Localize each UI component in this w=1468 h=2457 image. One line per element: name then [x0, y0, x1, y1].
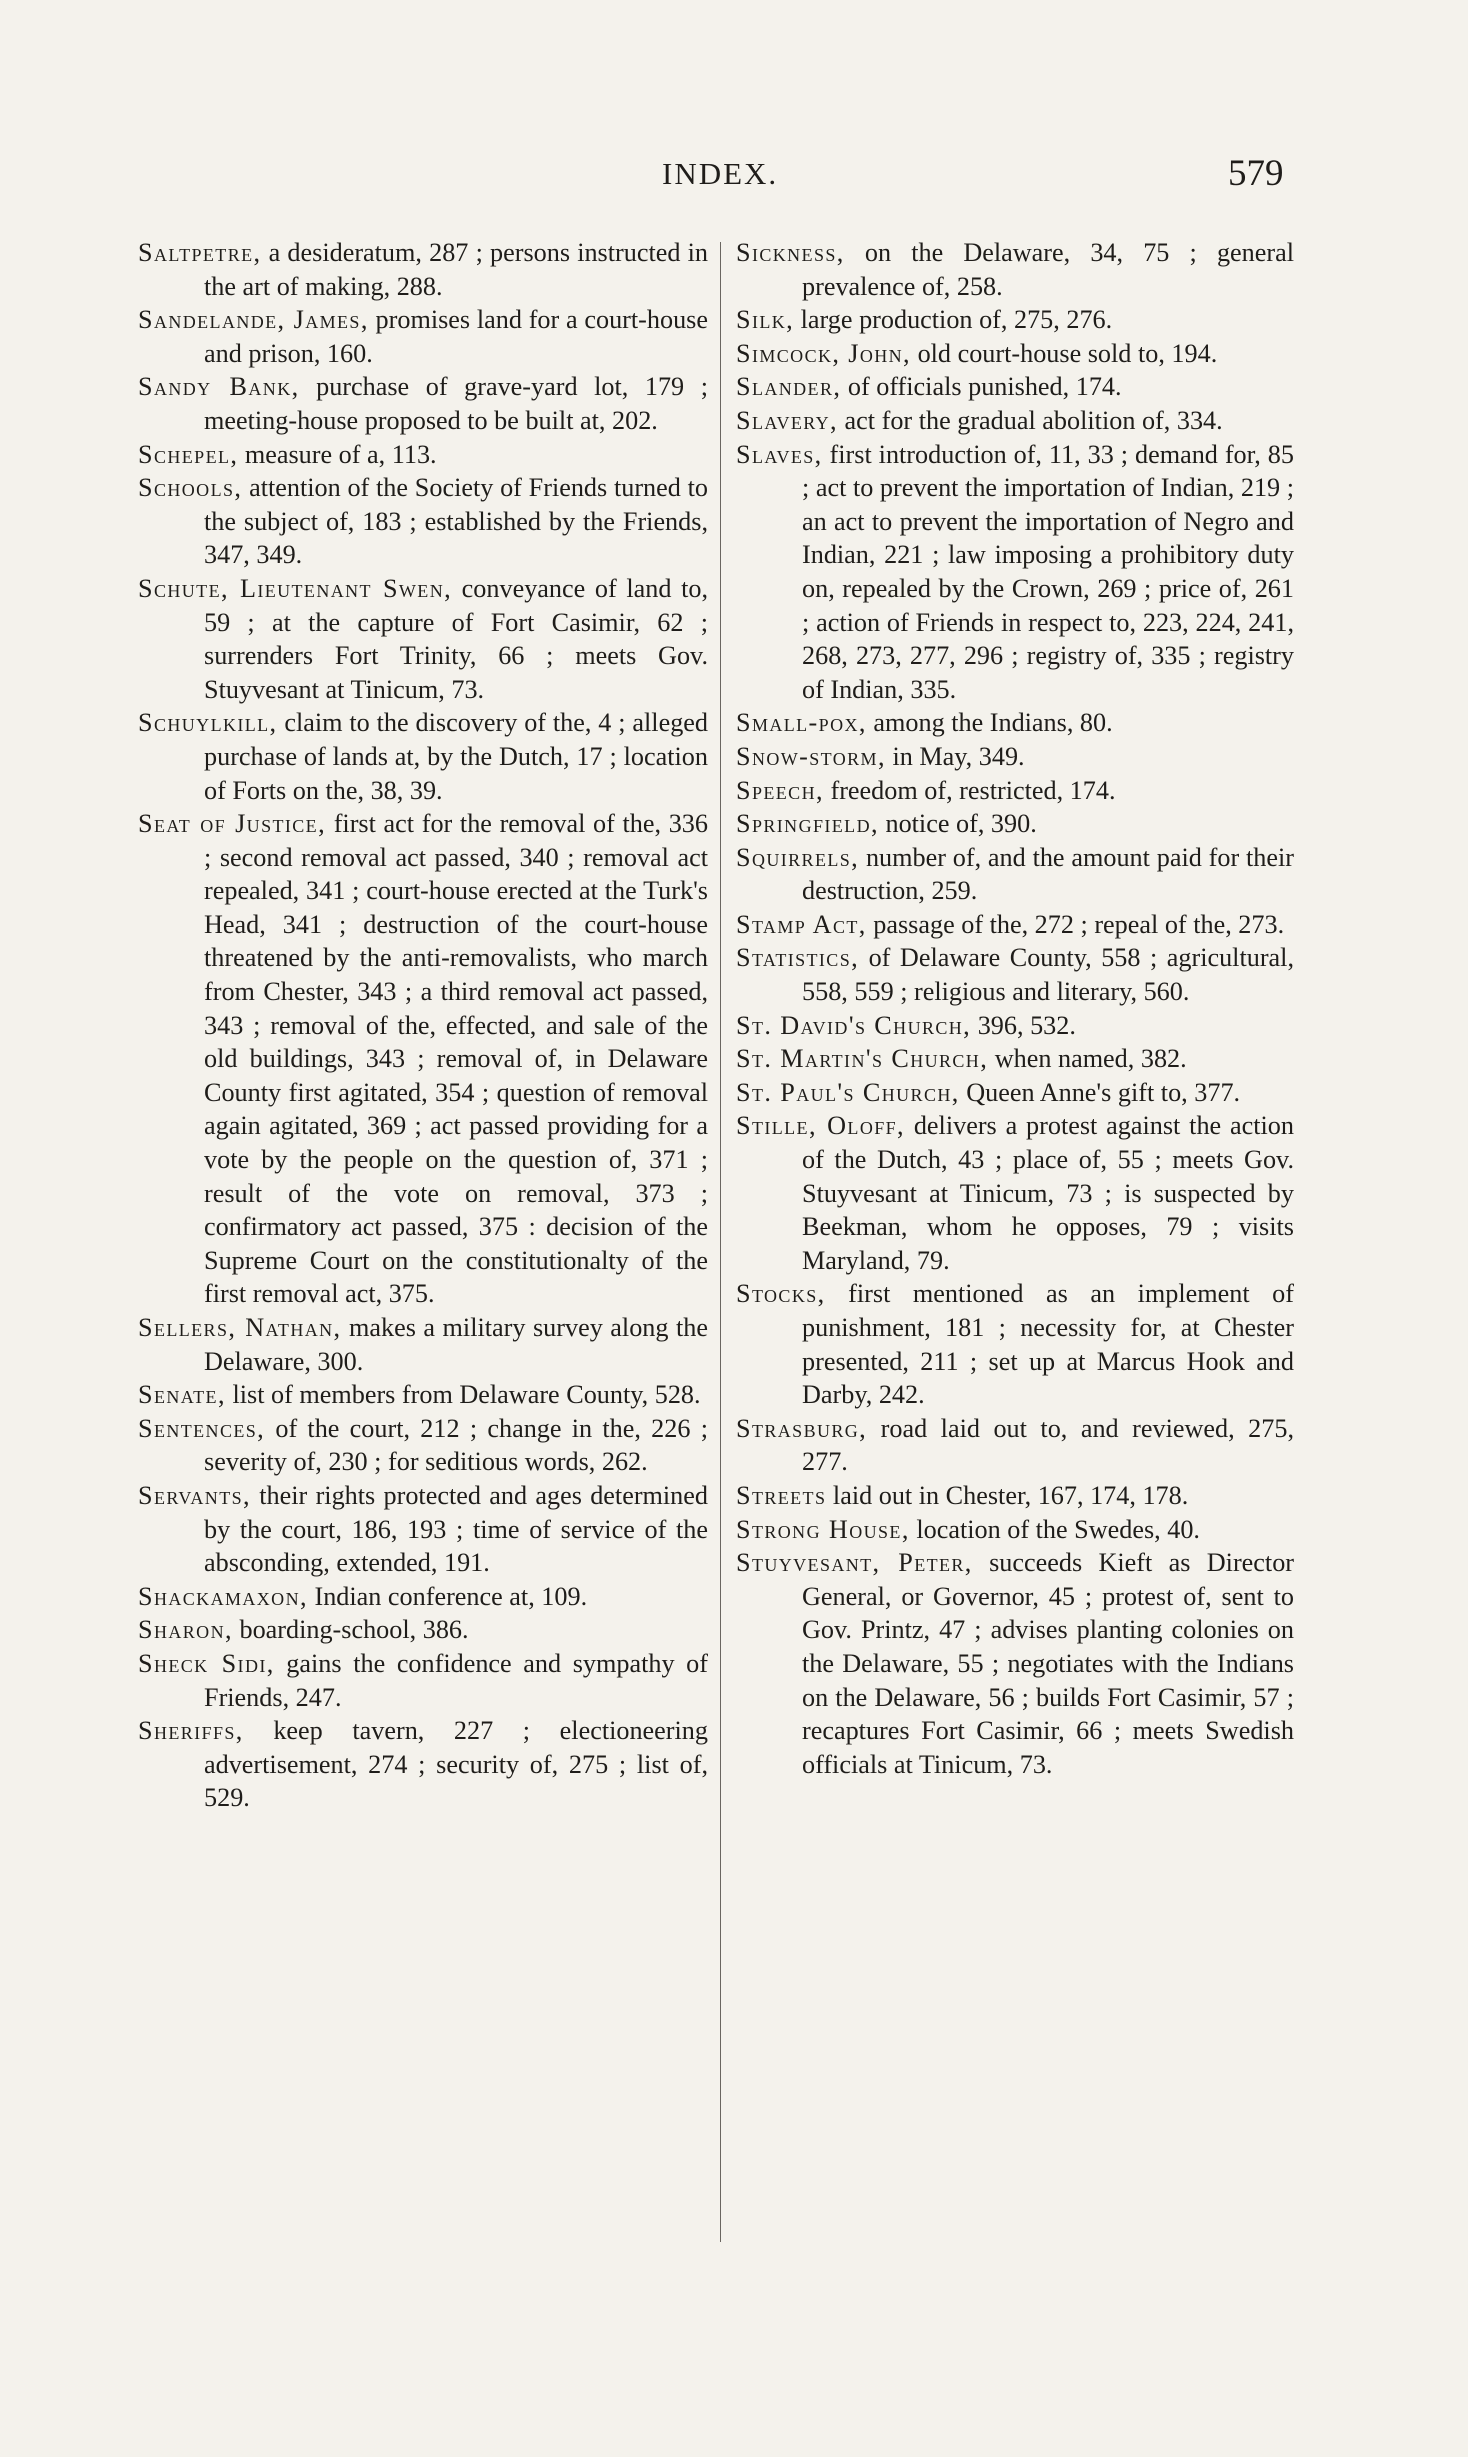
index-entry — [736, 1009, 1294, 1043]
page-title: INDEX. — [662, 156, 779, 191]
index-entry — [736, 1076, 1294, 1110]
index-entry — [736, 1277, 1294, 1411]
entry-text: old court-house sold to, 194. — [911, 338, 1218, 368]
entry-headword: Stille, Oloff, — [736, 1111, 905, 1141]
index-entry — [736, 236, 1294, 303]
entry-text: on the Delaware, 34, 75 ; general prevalence of, 258. — [802, 238, 1294, 301]
entry-text: of Delaware County, 558 ; agricultural, 558, 559 ; religious and literary, 560. — [802, 943, 1294, 1007]
entry-text: first mentioned as an implement of punishment, 181 ; necessity for, at Chester presented, 211 ; set up at Marcus Hook and Darby, 242. — [802, 1279, 1294, 1410]
entry-headword: Sellers, Nathan, — [138, 1313, 342, 1342]
entry-headword: Springfield, — [736, 809, 879, 839]
index-entry — [138, 303, 708, 370]
entry-headword: Squirrels, — [736, 842, 860, 872]
index-entry — [736, 337, 1294, 371]
index-entry — [736, 303, 1294, 337]
entry-headword: Simcock, John, — [736, 338, 912, 368]
index-entry — [138, 807, 708, 1311]
entry-text: among the Indians, 80. — [866, 708, 1113, 738]
index-entry — [736, 1513, 1294, 1547]
entry-headword: Seat of Justice, — [138, 809, 327, 839]
entry-headword: Schools, — [138, 473, 243, 503]
index-entry — [138, 1647, 708, 1714]
entry-headword: Stuyvesant, Peter, — [736, 1548, 973, 1578]
entry-headword: Sharon, — [138, 1615, 233, 1645]
entry-text: of the court, 212 ; change in the, 226 ; severity of, 230 ; for seditious words, 262. — [204, 1413, 708, 1477]
entry-text: keep tavern, 227 ; electioneering advertisement, 274 ; security of, 275 ; list of, 529. — [204, 1716, 708, 1813]
entry-text: Queen Anne's gift to, 377. — [959, 1077, 1241, 1107]
index-entry — [736, 841, 1294, 908]
entry-headword: Snow-storm, — [736, 741, 886, 771]
entry-text: number of, and the amount paid for their destruction, 259. — [802, 842, 1294, 906]
index-entry — [138, 236, 708, 303]
entry-headword: Senate, — [138, 1380, 226, 1410]
index-entry — [736, 1546, 1294, 1781]
entry-headword: Sheck Sidi, — [138, 1648, 275, 1678]
entry-text: act for the gradual abolition of, 334. — [838, 405, 1223, 435]
index-entry — [736, 1109, 1294, 1277]
index-column-left — [138, 236, 708, 1815]
page-number: 579 — [1228, 153, 1284, 194]
entry-text: notice of, 390. — [878, 809, 1037, 839]
entry-headword: Statistics, — [736, 943, 860, 973]
entry-headword: Sheriffs, — [138, 1716, 244, 1746]
entry-text: a desideratum, 287 ; persons instructed in the art of making, 288. — [204, 238, 708, 301]
entry-headword: Saltpetre, — [138, 238, 262, 267]
index-entry — [138, 471, 708, 572]
index-entry — [138, 1580, 708, 1614]
entry-headword: Slaves, — [736, 439, 823, 469]
entry-text: laid out in Chester, 167, 174, 178. — [826, 1480, 1189, 1510]
index-entry — [736, 1412, 1294, 1479]
index-entry — [138, 1311, 708, 1378]
entry-text: passage of the, 272 ; repeal of the, 273. — [866, 909, 1285, 939]
index-entry — [736, 908, 1294, 942]
entry-text: gains the confidence and sympathy of Friends, 247. — [204, 1648, 708, 1712]
column-divider — [720, 242, 721, 2242]
index-entry — [736, 941, 1294, 1008]
entry-headword: St. Paul's Church, — [736, 1077, 960, 1107]
entry-text: large production of, 275, 276. — [794, 305, 1113, 335]
entry-headword: Streets — [736, 1480, 827, 1510]
index-entry — [736, 1479, 1294, 1513]
entry-text: makes a military survey along the Delaware, 300. — [204, 1313, 708, 1376]
entry-headword: Sandelande, James, — [138, 305, 369, 335]
entry-headword: Servants, — [138, 1480, 251, 1510]
entry-text: in May, 349. — [885, 741, 1025, 771]
index-entry — [736, 438, 1294, 707]
index-entry — [138, 1479, 708, 1580]
entry-text: of officials punished, 174. — [841, 372, 1122, 402]
entry-headword: Schute, Lieutenant Swen, — [138, 573, 453, 603]
entry-text: claim to the discovery of the, 4 ; alleged purchase of lands at, by the Dutch, 17 ; location of Forts on the, 38, 39. — [204, 708, 708, 805]
index-entry — [736, 807, 1294, 841]
entry-text: delivers a protest against the action of the Dutch, 43 ; place of, 55 ; meets Gov. Stuyvesant at Tinicum, 73 ; is suspected by Beekman, whom he opposes, 79 ; visits Maryland, 79. — [802, 1111, 1294, 1275]
entry-headword: Schepel, — [138, 439, 239, 469]
entry-headword: Stocks, — [736, 1279, 826, 1309]
entry-text: freedom of, restricted, 174. — [823, 775, 1116, 805]
entry-headword: Sickness, — [736, 238, 845, 267]
entry-text: boarding-school, 386. — [232, 1615, 469, 1645]
entry-text: location of the Swedes, 40. — [909, 1514, 1200, 1544]
entry-text: road laid out to, and reviewed, 275, 277. — [802, 1413, 1294, 1477]
index-entry — [138, 1613, 708, 1647]
index-entry — [736, 706, 1294, 740]
entry-text: promises land for a court-house and prison, 160. — [204, 305, 708, 368]
index-entry — [138, 1714, 708, 1815]
entry-text: first act for the removal of the, 336 ; second removal act passed, 340 ; removal act repealed, 341 ; court-house erected at the Turk's Head, 341 ; destruction of the court-house threatened by the anti-removalists, who march from Chester, 343 ; a third removal act passed, 343 ; removal of the, effected, and sale of the old buildings, 343 ; removal of, in Delaware County first agitated, 354 ; question of removal again agitated, 369 ; act passed providing for a vote by the people on the question of, 371 ; result of the vote on removal, 373 ; confirmatory act passed, 375 : decision of the Supreme Court on the constitutionalty of the first removal act, 375. — [204, 809, 708, 1309]
entry-text: when named, 382. — [988, 1044, 1187, 1074]
entry-text: conveyance of land to, 59 ; at the capture of Fort Casimir, 62 ; surrenders Fort Trinity, 66 ; meets Gov. Stuyvesant at Tinicum, 73. — [204, 573, 708, 704]
index-entry — [138, 438, 708, 472]
entry-headword: Schuylkill, — [138, 708, 278, 738]
entry-headword: Slavery, — [736, 405, 838, 435]
entry-text: Indian conference at, 109. — [307, 1581, 588, 1611]
entry-headword: Small-pox, — [736, 708, 867, 738]
entry-headword: Stamp Act, — [736, 909, 867, 939]
entry-text: 396, 532. — [971, 1010, 1076, 1040]
entry-text: their rights protected and ages determined by the court, 186, 193 ; time of service of the absconding, extended, 191. — [204, 1480, 708, 1578]
entry-headword: Sandy Bank, — [138, 372, 300, 402]
index-entry — [736, 370, 1294, 404]
running-head — [0, 153, 1468, 206]
entry-text: attention of the Society of Friends turned to the subject of, 183 ; established by the Friends, 347, 349. — [204, 473, 708, 570]
entry-headword: Slander, — [736, 372, 842, 402]
entry-text: succeeds Kieft as Director General, or Governor, 45 ; protest of, sent to Gov. Printz, 47 ; advises planting colonies on the Delaware, 55 ; negotiates with the Indians on the Delaware, 56 ; builds Fort Casimir, 57 ; recaptures Fort Casimir, 66 ; meets Swedish officials at Tinicum, 73. — [802, 1548, 1295, 1779]
index-entry — [138, 572, 708, 706]
entry-headword: Silk, — [736, 305, 795, 335]
entry-text: measure of a, 113. — [238, 439, 437, 469]
index-entry — [736, 1042, 1294, 1076]
entry-text: purchase of grave-yard lot, 179 ; meeting-house proposed to be built at, 202. — [204, 372, 708, 435]
entry-headword: St. David's Church, — [736, 1010, 972, 1040]
entry-headword: Sentences, — [138, 1413, 266, 1443]
entry-headword: Strong House, — [736, 1514, 910, 1544]
index-entry — [138, 1378, 708, 1412]
entry-headword: St. Martin's Church, — [736, 1044, 989, 1074]
entry-headword: Speech, — [736, 775, 824, 805]
entry-text: first introduction of, 11, 33 ; demand for, 85 ; act to prevent the importation of Indian, 219 ; an act to prevent the importation of Negro and Indian, 221 ; law imposing a prohibitory duty on, repealed by the Crown, 269 ; price of, 261 ; action of Friends in respect to, 223, 224, 241, 268, 273, 277, 296 ; registry of, 335 ; registry of Indian, 335. — [802, 439, 1294, 704]
index-column-right — [736, 236, 1294, 1781]
entry-text: list of members from Delaware County, 528. — [225, 1380, 701, 1410]
entry-headword: Shackamaxon, — [138, 1581, 308, 1611]
index-entry — [138, 370, 708, 437]
index-entry — [736, 404, 1294, 438]
index-entry — [138, 1412, 708, 1479]
index-entry — [736, 774, 1294, 808]
entry-headword: Strasburg, — [736, 1413, 868, 1443]
index-entry — [736, 740, 1294, 774]
index-entry — [138, 706, 708, 807]
